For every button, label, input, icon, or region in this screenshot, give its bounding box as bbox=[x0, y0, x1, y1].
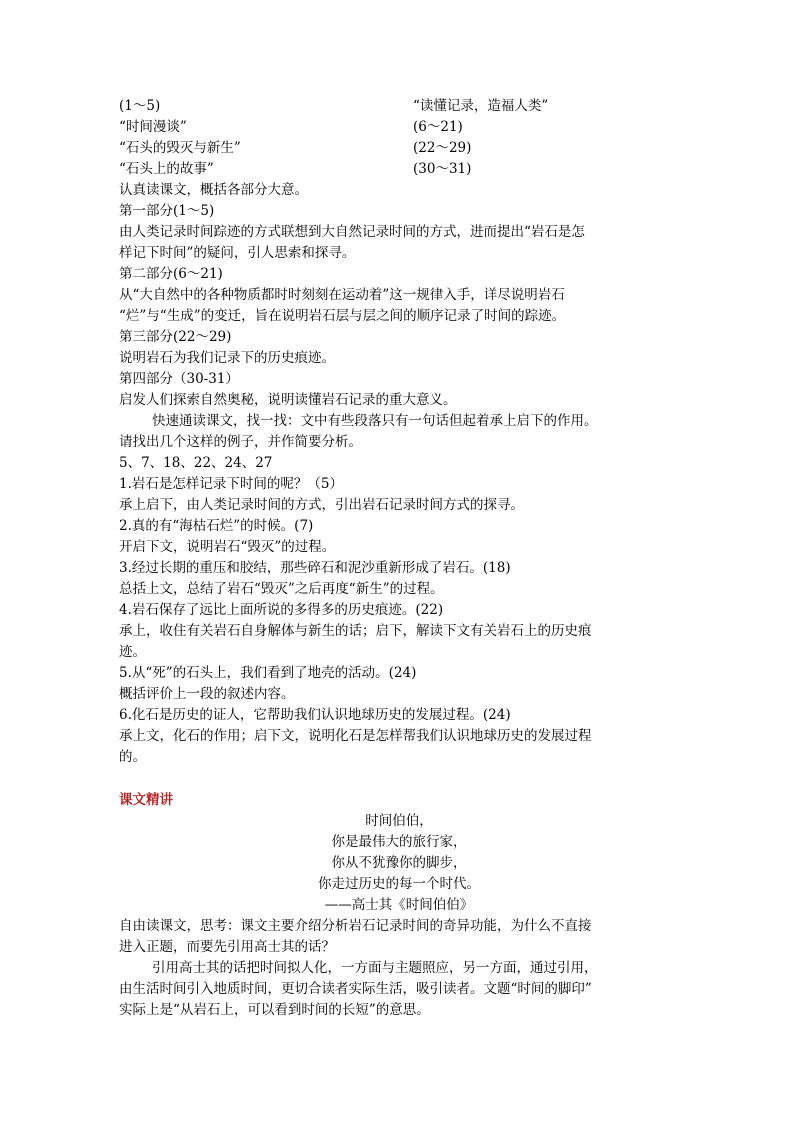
toc-left-3: “石头的毁灭与新生” bbox=[119, 140, 241, 156]
question-line: 快速通读课文，找一找：文中有些段落只有一句话但起着承上启下的作用。 bbox=[152, 413, 598, 429]
example-item: 3.经过长期的重压和胶结，那些碎石和泥沙重新形成了岩石。(18) bbox=[119, 560, 511, 576]
toc-left-1: (1～5) bbox=[119, 98, 161, 114]
part-heading: 第一部分(1～5) bbox=[119, 203, 215, 219]
toc-right-1: “读懂记录，造福人类” bbox=[413, 98, 549, 114]
poem-attribution: ——高士其《时间伯伯》 bbox=[324, 897, 474, 913]
poem-line: 你走过历史的每一个时代。 bbox=[318, 876, 480, 892]
toc-right-4: (30～31) bbox=[413, 161, 472, 177]
text-line: 引用高士其的话把时间拟人化，一方面与主题照应，另一方面，通过引用， bbox=[152, 960, 598, 976]
example-analysis: 概括评价上一段的叙述内容。 bbox=[119, 686, 295, 702]
example-item: 4.岩石保存了远比上面所说的多得多的历史痕迹。(22) bbox=[119, 602, 444, 618]
poem-line: 你从不犹豫你的脚步， bbox=[331, 855, 467, 871]
text-line: 认真读课文，概括各部分大意。 bbox=[119, 182, 308, 198]
example-analysis: 开启下文，说明岩石“毁灭”的过程。 bbox=[119, 539, 336, 555]
text-line: “烂”与“生成”的变迁，旨在说明岩石层与层之间的顺序记录了时间的踪迹。 bbox=[119, 308, 566, 324]
text-line: 启发人们探索自然奥秘，说明读懂岩石记录的重大意义。 bbox=[119, 392, 457, 408]
example-analysis: 承上，收住有关岩石自身解体与新生的话；启下，解读下文有关岩石上的历史痕 bbox=[119, 623, 592, 639]
paragraph-list: 5、7、18、22、24、27 bbox=[119, 455, 273, 471]
text-line: 从“大自然中的各种物质都时时刻刻在运动着”这一规律入手，详尽说明岩石 bbox=[119, 287, 565, 303]
text-line: 说明岩石为我们记录下的历史痕迹。 bbox=[119, 350, 335, 366]
toc-right-3: (22～29) bbox=[413, 140, 472, 156]
part-heading: 第三部分(22～29) bbox=[119, 329, 232, 345]
example-analysis: 的。 bbox=[119, 749, 146, 765]
text-line: 自由读课文，思考：课文主要介绍分析岩石记录时间的奇异功能，为什么不直接 bbox=[119, 918, 592, 934]
text-line: 请找出几个这样的例子，并作简要分析。 bbox=[119, 434, 362, 450]
toc-left-4: “石头上的故事” bbox=[119, 161, 214, 177]
example-item: 6.化石是历史的证人，它帮助我们认识地球历史的发展过程。(24) bbox=[119, 707, 511, 723]
toc-left-2: “时间漫谈” bbox=[119, 119, 187, 135]
example-analysis: 承上文，化石的作用；启下文，说明化石是怎样帮我们认识地球历史的发展过程 bbox=[119, 728, 592, 744]
example-item: 1.岩石是怎样记录下时间的呢？（5） bbox=[119, 476, 343, 492]
text-line: 由人类记录时间踪迹的方式联想到大自然记录时间的方式，进而提出“岩石是怎 bbox=[119, 224, 585, 240]
example-item: 5.从“死”的石头上，我们看到了地壳的活动。(24) bbox=[119, 665, 417, 681]
example-item: 2.真的有“海枯石烂”的时候。(7) bbox=[119, 518, 314, 534]
example-analysis: 总括上文，总结了岩石“毁灭”之后再度“新生”的过程。 bbox=[119, 581, 444, 597]
text-line: 样记下时间”的疑问，引人思索和探寻。 bbox=[119, 245, 356, 261]
poem-line: 时间伯伯， bbox=[365, 813, 433, 829]
text-line: 进入正题，而要先引用高士其的话？ bbox=[119, 939, 335, 955]
poem-line: 你是最伟大的旅行家， bbox=[331, 834, 467, 850]
text-line: 由生活时间引入地质时间，更切合读者实际生活，吸引读者。文题“时间的脚印” bbox=[119, 981, 592, 997]
example-analysis: 承上启下，由人类记录时间的方式，引出岩石记录时间方式的探寻。 bbox=[119, 497, 524, 513]
toc-right-2: (6～21) bbox=[413, 119, 463, 135]
part-heading: 第二部分(6～21) bbox=[119, 266, 223, 282]
text-line: 实际上是“从岩石上，可以看到时间的长短”的意思。 bbox=[119, 1002, 430, 1018]
section-heading: 课文精讲 bbox=[119, 792, 173, 808]
part-heading: 第四部分（30-31） bbox=[119, 371, 239, 387]
example-analysis: 迹。 bbox=[119, 644, 146, 660]
